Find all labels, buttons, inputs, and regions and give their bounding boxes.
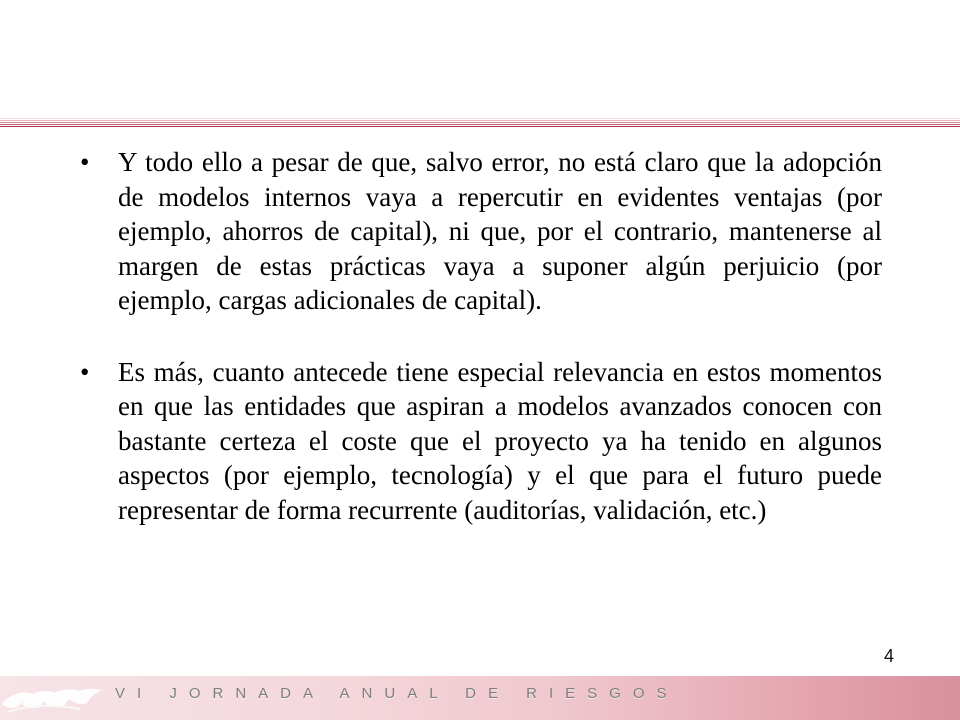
footer-event-title: VI JORNADA ANUAL DE RIESGOS — [115, 685, 679, 702]
bullet-item — [80, 355, 882, 528]
bullet-item — [80, 145, 882, 318]
bullet-text: Y todo ello a pesar de que, salvo error, no está claro que la adopción de modelos internos vaya a repercutir en evidentes ventajas (por ejemplo, ahorros de capital), ni que, por el contrario, mantenerse al margen de estas prácticas vaya a suponer algún perjuicio (por ejemplo, cargas adicionales de capital). — [118, 147, 882, 315]
event-logo-icon — [0, 674, 110, 720]
top-divider-rule — [0, 118, 960, 127]
bullet-mark: • — [80, 147, 90, 177]
bullet-text: Es más, cuanto antecede tiene especial relevancia en estos momentos en que las entidades que aspiran a modelos avanzados conocen con bastante certeza el coste que el proyecto ya ha tenido en algunos aspectos (por ejemplo, tecnología) y el que para el futuro puede representar de forma recurrente (auditorías, validación, etc.) — [118, 356, 882, 525]
slide-body — [80, 145, 882, 527]
page-number: 4 — [883, 646, 894, 666]
bullet-mark: • — [80, 356, 90, 387]
